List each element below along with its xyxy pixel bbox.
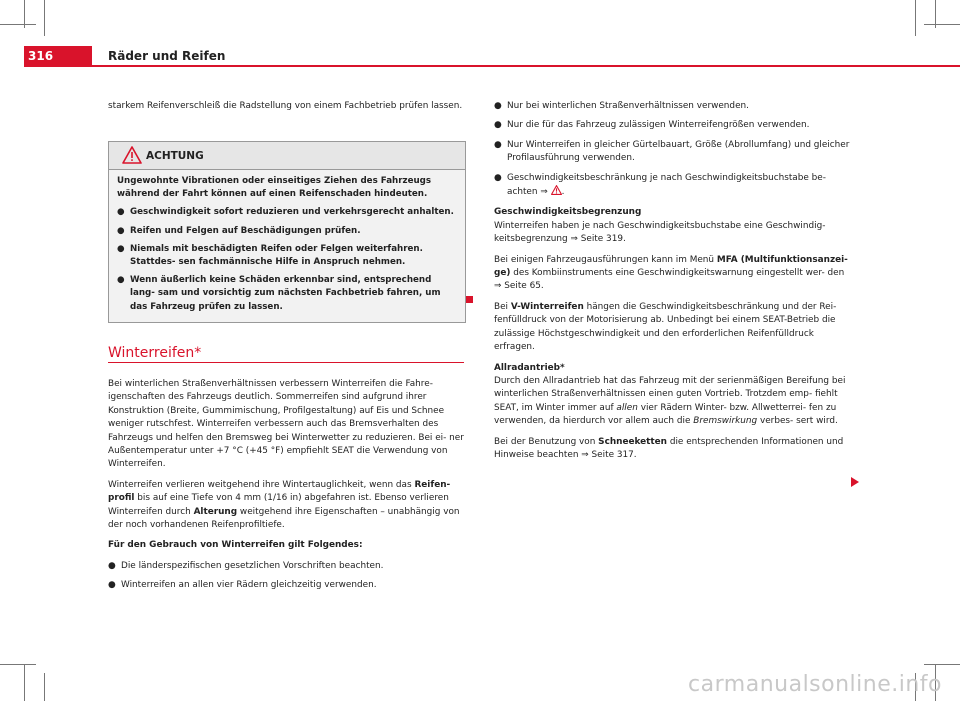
warning-box bbox=[108, 141, 466, 323]
warning-lead: Ungewohnte Vibrationen oder einseitiges Ziehen des Fahrzeugs während der Fahrt können auf einen Reifenschaden hindeuten. bbox=[117, 176, 432, 200]
warning-item: ● Reifen und Felgen auf Beschädigungen prüfen. bbox=[117, 225, 457, 238]
speed-paragraph: Winterreifen haben je nach Geschwindigkeitsbuchstabe eine Geschwindig- keitsbegrenzung ⇒ Seite 319. bbox=[494, 220, 826, 245]
left-body bbox=[108, 378, 464, 599]
bullet-icon: ● bbox=[494, 120, 502, 131]
bullet-icon: ● bbox=[494, 139, 502, 150]
rules-heading: Für den Gebrauch von Winterreifen gilt Folgendes: bbox=[108, 540, 363, 551]
list-item: ● Die länderspezifischen gesetzlichen Vorschriften beachten. bbox=[108, 560, 464, 573]
crop-mark bbox=[924, 24, 960, 25]
v-winter-paragraph: Bei V-Winterreifen hängen die Geschwindigkeitsbeschränkung und der Rei- fenfülldruck von der Motorisierung ab. Unbedingt bei einem SEAT-Betrieb die zulässige Höchstgeschwindigkeit und den erforderlichen Reifenfülldruck erfragen. bbox=[494, 301, 837, 353]
crop-mark bbox=[915, 0, 916, 36]
bullet-icon: ● bbox=[117, 275, 125, 286]
intro-paragraph: starkem Reifenverschleiß die Radstellung von einem Fachbetrieb prüfen lassen. bbox=[108, 101, 463, 111]
snow-chains-paragraph: Bei der Benutzung von Schneeketten die entsprechenden Informationen und Hinweise beachten ⇒ Seite 317. bbox=[494, 436, 844, 460]
warning-triangle-icon bbox=[122, 146, 142, 168]
warning-header bbox=[109, 142, 465, 170]
bullet-icon: ● bbox=[117, 225, 125, 236]
left-intro bbox=[108, 100, 464, 120]
bullet-icon: ● bbox=[117, 243, 125, 254]
paragraph-winter-benefits: Bei winterlichen Straßenverhältnissen verbessern Winterreifen die Fahre- igenschaften des Fahrzeugs deutlich. Sommerreifen sind aufgrund ihrer Konstruktion (Breite, Gummimischung, Profilgestaltung) auf Eis und Schnee weniger rutschfest. Winterreifen verbessern auch das Bremsverhalten des Fahrzeugs und helfen den Bremsweg bei Winterwetter zu reduzieren. Bei ei- ner Außentemperatur unter +7 °C (+45 °F) empfiehlt SEAT die Verwendung von Winterreifen. bbox=[108, 379, 464, 470]
section-title: Winterreifen* bbox=[108, 345, 202, 361]
paragraph-tread-depth: Winterreifen verlieren weitgehend ihre Wintertauglichkeit, wenn das Reifen- profil bis auf eine Tiefe von 4 mm (1/16 in) abgefahren ist. Ebenso verlieren Winterreifen durch Alterung weitgehend ihre Eigenschaften – unabhängig von der noch vorhandenen Reifenprofiltiefe. bbox=[108, 479, 460, 531]
bullet-icon: ● bbox=[494, 172, 502, 183]
warning-item: ● Niemals mit beschädigten Reifen oder Felgen weiterfahren. Stattdes- sen fachmännische Hilfe in Anspruch nehmen. bbox=[117, 243, 423, 268]
warning-item: ● Geschwindigkeit sofort reduzieren und verkehrsgerecht anhalten. bbox=[117, 206, 457, 219]
continue-arrow-icon bbox=[851, 477, 859, 487]
crop-mark bbox=[44, 0, 45, 36]
bullet-icon: ● bbox=[108, 580, 116, 591]
watermark: carmanualsonline.info bbox=[688, 672, 942, 697]
crop-mark bbox=[924, 664, 960, 665]
list-item: ● Winterreifen an allen vier Rädern gleichzeitig verwenden. bbox=[108, 579, 464, 592]
header-rule bbox=[92, 65, 960, 67]
warning-title: ACHTUNG bbox=[146, 150, 204, 162]
page-number: 316 bbox=[28, 49, 54, 63]
crop-mark bbox=[24, 665, 25, 701]
bullet-icon: ● bbox=[117, 207, 125, 218]
bullet-icon: ● bbox=[108, 560, 116, 571]
chapter-title: Räder und Reifen bbox=[108, 49, 226, 63]
bullet-icon: ● bbox=[494, 101, 502, 111]
warning-reference-icon[interactable] bbox=[551, 185, 562, 200]
list-item: ● Geschwindigkeitsbeschränkung je nach Geschwindigkeitsbuchstabe be- achten ⇒ . bbox=[494, 172, 850, 201]
list-item: ● Nur Winterreifen in gleicher Gürtelbauart, Größe (Abrollumfang) und gleicher Profilausführung verwenden. bbox=[494, 139, 850, 164]
awd-paragraph: Durch den Allradantrieb hat das Fahrzeug mit der serienmäßigen Bereifung bei winterlichen Straßenverhältnissen einen guten Vortrieb. Trotzdem emp- fiehlt SEAT, im Winter immer auf allen vier Rädern Winter- bzw. Allwetterrei- fen zu verwenden, da hierdurch vor allem auch die Bremswirkung verbes- sert wird. bbox=[494, 375, 846, 427]
crop-mark bbox=[0, 24, 36, 25]
crop-mark bbox=[0, 664, 36, 665]
list-item: ● Nur die für das Fahrzeug zulässigen Winterreifengrößen verwenden. bbox=[494, 119, 850, 132]
right-column bbox=[494, 100, 850, 469]
section-title-rule bbox=[108, 362, 464, 363]
section-end-marker bbox=[466, 296, 473, 303]
warning-item: ● Wenn äußerlich keine Schäden erkennbar sind, entsprechend lang- sam und vorsichtig zum nächsten Fachbetrieb fahren, um das Fahrzeug prüfen zu lassen. bbox=[117, 275, 441, 312]
crop-mark bbox=[44, 673, 45, 701]
awd-heading: Allradantrieb* bbox=[494, 362, 565, 373]
warning-body bbox=[109, 170, 465, 322]
list-item: ● Nur bei winterlichen Straßenverhältnissen verwenden. bbox=[494, 100, 850, 113]
speed-heading: Geschwindigkeitsbegrenzung bbox=[494, 207, 642, 218]
mfa-paragraph: Bei einigen Fahrzeugausführungen kann im Menü MFA (Multifunktionsanzei- ge) des Kombiinstruments eine Geschwindigkeitswarnung eingestellt wer- den ⇒ Seite 65. bbox=[494, 254, 848, 292]
